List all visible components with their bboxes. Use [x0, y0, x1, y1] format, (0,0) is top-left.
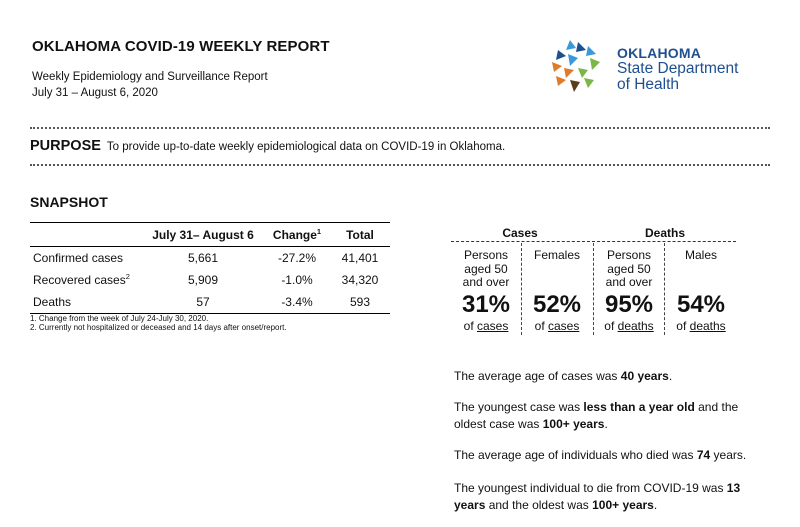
- deaths-link[interactable]: deaths: [689, 319, 726, 333]
- row-week-value: 57: [196, 295, 210, 309]
- stat-percent: 54%: [676, 291, 726, 318]
- table-row: [30, 291, 390, 314]
- stat-of: of cases: [534, 319, 580, 333]
- purpose-label: PURPOSE: [30, 138, 101, 154]
- fact-average-age-cases: The average age of cases was 40 years.: [454, 369, 673, 383]
- logo-line-1: OKLAHOMA: [617, 45, 702, 61]
- col-header-total: Total: [346, 227, 374, 242]
- cases-link[interactable]: cases: [548, 319, 580, 333]
- stat-percent: 31%: [461, 291, 511, 318]
- stat-cases-age50: [451, 249, 521, 334]
- table-row: [30, 269, 390, 291]
- snapshot-table: [30, 222, 390, 314]
- logo-mark-icon: [548, 38, 608, 96]
- row-label: Recovered cases$^2$: [33, 272, 130, 287]
- snapshot-header-row: [30, 223, 390, 247]
- row-total-value: 593: [349, 295, 371, 309]
- row-label: Deaths: [33, 295, 72, 309]
- row-change-value: -27.2%: [277, 251, 317, 265]
- stat-percent: 95%: [604, 291, 654, 318]
- stat-desc: Persons aged 50 and over: [605, 248, 653, 289]
- stat-deaths-age50: [594, 249, 664, 334]
- snapshot-title: SNAPSHOT: [30, 194, 108, 210]
- logo-line-2: State Department: [617, 60, 739, 77]
- osdh-logo: [548, 36, 768, 98]
- col-header-metric: [30, 223, 142, 247]
- stat-percent: 52%: [532, 291, 582, 318]
- dotted-divider-top: [30, 127, 770, 129]
- report-title: OKLAHOMA COVID-19 WEEKLY REPORT: [32, 38, 330, 55]
- stat-desc: Persons aged 50 and over: [462, 248, 510, 289]
- report-subtitle: [32, 69, 268, 101]
- stat-desc: Females: [533, 248, 580, 262]
- fact-youngest-oldest-death: The youngest individual to die from COVID-19 was 13 years and the oldest was 100+ years.: [454, 481, 741, 512]
- row-change-value: -3.4%: [281, 295, 313, 309]
- purpose-statement: [30, 138, 505, 154]
- footnote-1: 1. Change from the week of July 24-July 30, 2020.: [30, 314, 209, 323]
- row-week-value: 5,909: [187, 273, 219, 287]
- footnote-2: 2. Currently not hospitalized or deceased and 14 days after onset/report.: [30, 323, 287, 332]
- logo-text: [617, 45, 738, 93]
- col-header-week: July 31– August 6: [152, 227, 254, 242]
- deaths-link[interactable]: deaths: [617, 319, 654, 333]
- fact-average-age-deaths: The average age of individuals who died was 74 years.: [454, 448, 747, 462]
- fact-youngest-oldest-case: The youngest case was less than a year old and the oldest case was 100+ years.: [454, 400, 739, 431]
- stat-of: of deaths: [604, 319, 654, 333]
- purpose-text: To provide up-to-date weekly epidemiological data on COVID-19 in Oklahoma.: [106, 141, 506, 153]
- table-row: [30, 247, 390, 270]
- col-header-change: Change$^1$: [272, 226, 322, 242]
- row-label: Confirmed cases: [33, 251, 124, 265]
- row-total-value: 41,401: [341, 251, 379, 265]
- row-change-value: -1.0%: [281, 273, 313, 287]
- logo-line-3: of Health: [617, 76, 680, 93]
- column-divider: [664, 243, 665, 335]
- subtitle-line-1: Weekly Epidemiology and Surveillance Report: [32, 71, 268, 83]
- row-week-value: 5,661: [187, 251, 219, 265]
- stat-deaths-males: [666, 249, 736, 334]
- stat-of: of deaths: [676, 319, 726, 333]
- stat-cases-females: [522, 249, 592, 334]
- stat-of: of cases: [463, 319, 509, 333]
- demographics-rule: [451, 241, 736, 242]
- cases-link[interactable]: cases: [477, 319, 509, 333]
- subtitle-date: July 31 – August 6, 2020: [32, 87, 158, 99]
- dotted-divider-bottom: [30, 164, 770, 166]
- deaths-header: Deaths: [644, 226, 685, 240]
- row-total-value: 34,320: [341, 273, 379, 287]
- cases-header: Cases: [502, 226, 538, 240]
- stat-desc: Males: [684, 248, 717, 262]
